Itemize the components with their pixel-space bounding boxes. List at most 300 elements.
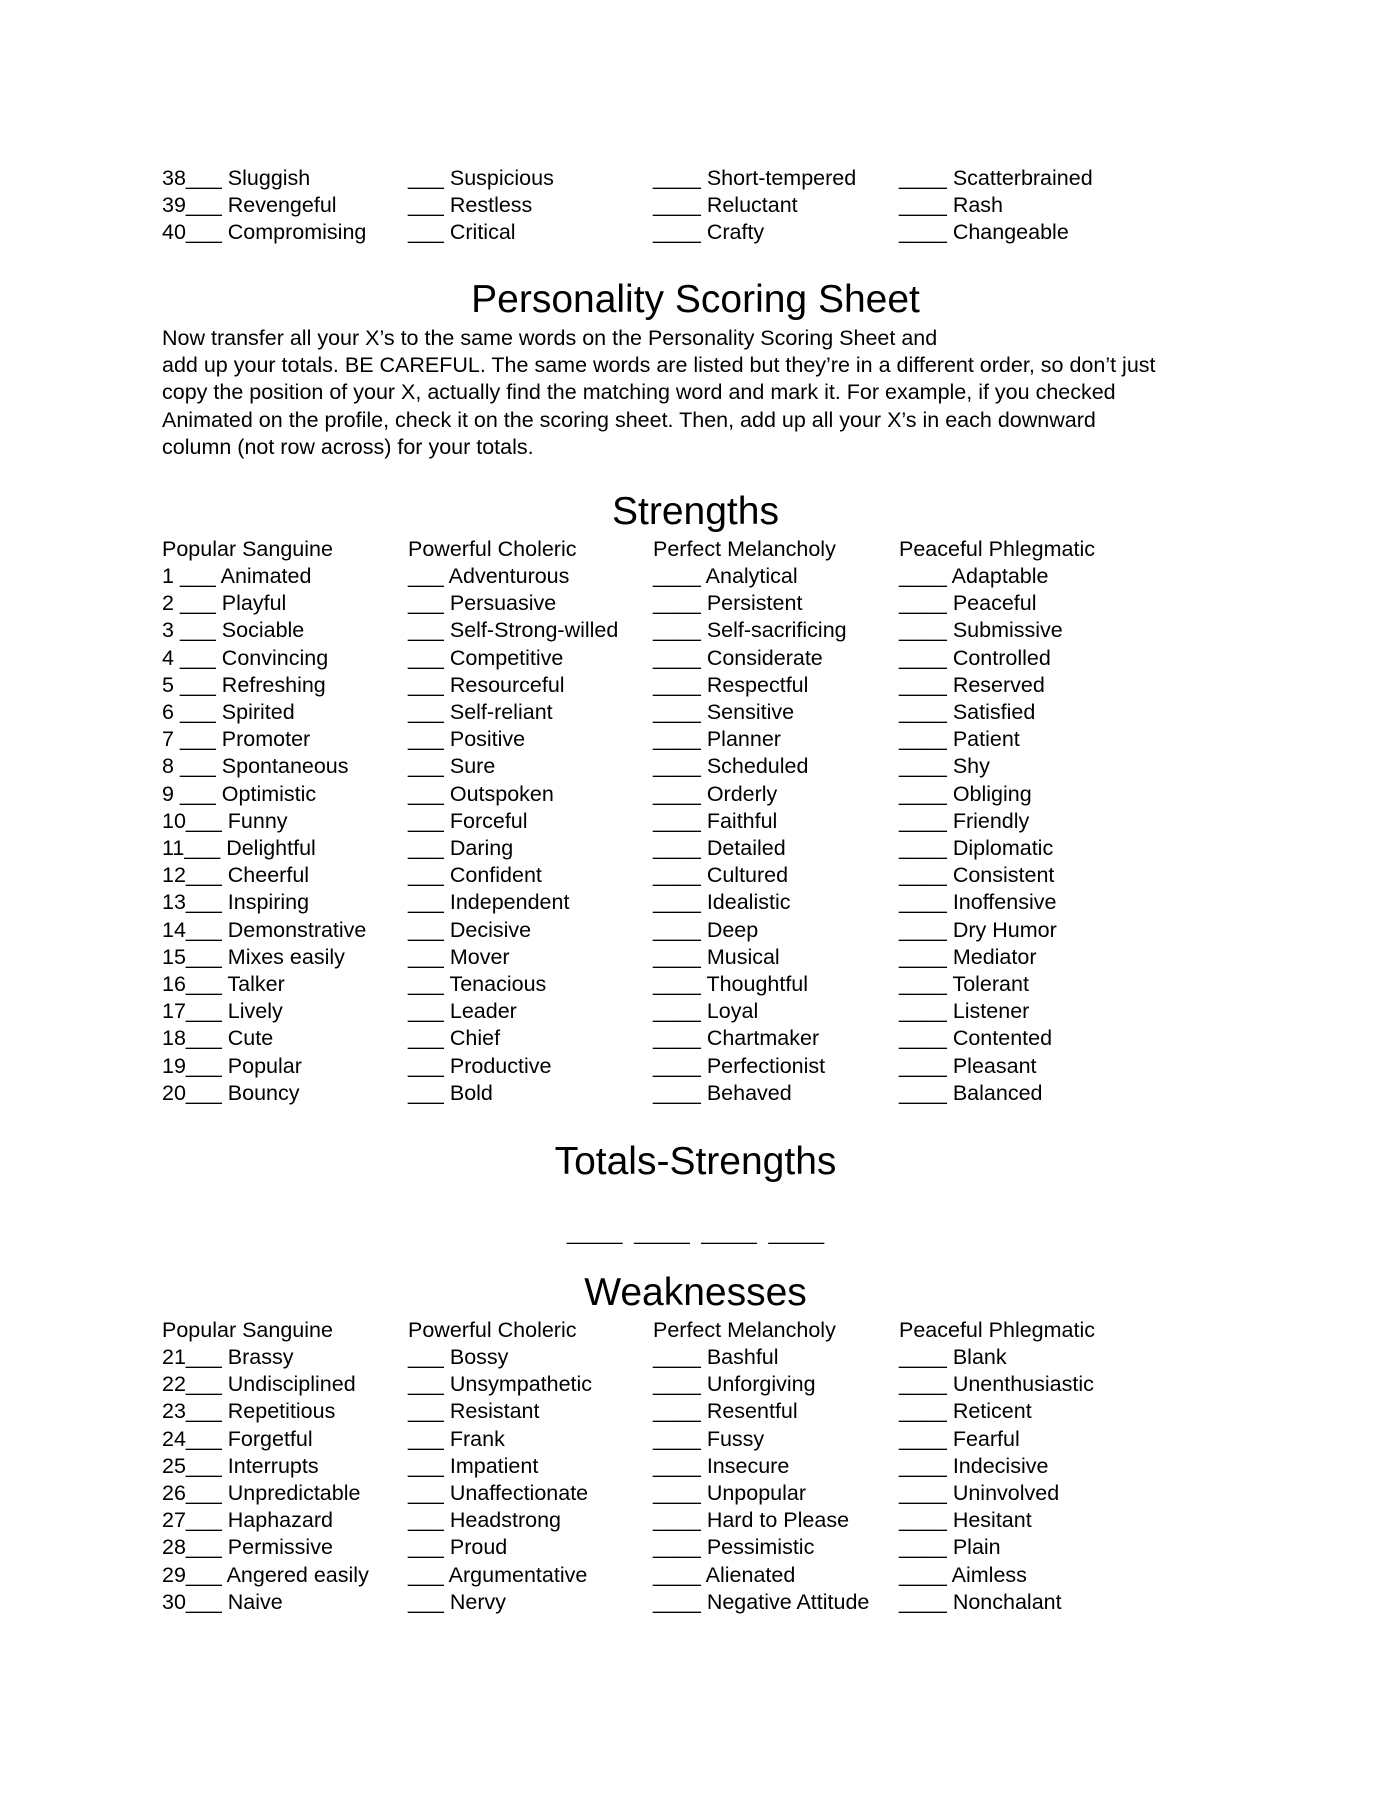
check-blank[interactable]: ____	[899, 1481, 947, 1505]
check-blank[interactable]: ___	[408, 1481, 444, 1505]
row-number: 23	[162, 1399, 186, 1424]
check-blank[interactable]: ___	[185, 1372, 222, 1397]
word-label: Idealistic	[706, 890, 791, 915]
row-cell-sanguine[interactable]	[162, 219, 366, 246]
check-blank[interactable]: ___	[408, 591, 444, 616]
row-cell-choleric[interactable]	[408, 219, 516, 246]
row-cell-phlegmatic[interactable]	[899, 590, 1037, 617]
row-cell-phlegmatic[interactable]	[899, 808, 1029, 835]
row-cell-phlegmatic[interactable]	[899, 1480, 1059, 1507]
check-blank[interactable]: ___	[185, 1453, 222, 1478]
row-cell-melancholy[interactable]	[653, 1398, 798, 1425]
column-header-phlegmatic: Peaceful Phlegmatic	[899, 537, 1095, 561]
check-blank[interactable]: ____	[899, 1026, 947, 1051]
row-cell-melancholy[interactable]	[653, 699, 794, 726]
check-blank[interactable]: ____	[653, 863, 701, 888]
check-blank[interactable]: ___	[408, 700, 444, 724]
row-cell-melancholy[interactable]	[653, 590, 802, 617]
check-blank[interactable]: ____	[653, 836, 701, 860]
row-cell-sanguine[interactable]	[162, 889, 309, 916]
row-cell-choleric[interactable]	[408, 672, 565, 699]
check-blank[interactable]: ___	[408, 836, 444, 860]
row-cell-phlegmatic[interactable]	[899, 1398, 1032, 1425]
check-blank[interactable]: ___	[179, 564, 216, 588]
row-cell-sanguine[interactable]	[162, 590, 286, 617]
row-cell-sanguine[interactable]	[162, 192, 337, 219]
check-blank[interactable]: ___	[408, 808, 444, 833]
check-blank[interactable]: ___	[185, 1053, 222, 1078]
check-blank[interactable]: ___	[179, 672, 216, 697]
row-cell-melancholy[interactable]	[653, 563, 798, 590]
row-cell-sanguine[interactable]	[162, 998, 283, 1025]
word-label: Cultured	[706, 863, 789, 888]
row-number: 18	[162, 1026, 186, 1051]
row-cell-melancholy[interactable]	[653, 1562, 795, 1589]
row-cell-sanguine[interactable]	[162, 1344, 294, 1371]
check-blank[interactable]: ___	[408, 944, 444, 969]
check-blank[interactable]: ___	[185, 890, 222, 915]
row-cell-choleric[interactable]	[408, 1426, 505, 1453]
row-cell-phlegmatic[interactable]	[899, 617, 1063, 644]
row-cell-melancholy[interactable]	[653, 1480, 806, 1507]
row-cell-sanguine[interactable]	[162, 1589, 283, 1616]
row-cell-melancholy[interactable]	[653, 889, 790, 916]
row-cell-choleric[interactable]	[408, 1025, 500, 1052]
row-cell-phlegmatic[interactable]	[899, 889, 1056, 916]
row-cell-choleric[interactable]	[408, 944, 510, 971]
row-cell-phlegmatic[interactable]	[899, 219, 1069, 246]
row-cell-choleric[interactable]	[408, 1589, 506, 1616]
check-blank[interactable]: ____	[653, 1535, 701, 1560]
check-blank[interactable]: ___	[408, 1399, 444, 1424]
row-cell-choleric[interactable]	[408, 889, 569, 916]
row-cell-choleric[interactable]	[408, 1480, 588, 1507]
check-blank[interactable]: ___	[408, 1535, 444, 1560]
check-blank[interactable]: ____	[899, 1589, 947, 1614]
row-cell-choleric[interactable]	[408, 808, 528, 835]
check-blank[interactable]: ____	[899, 1426, 947, 1451]
check-blank[interactable]: ___	[408, 1508, 444, 1533]
row-cell-melancholy[interactable]	[653, 219, 764, 246]
check-blank[interactable]: ____	[653, 1426, 701, 1451]
check-blank[interactable]: ____	[653, 808, 701, 833]
check-blank[interactable]: ___	[408, 1589, 444, 1614]
check-blank[interactable]: ___	[408, 564, 444, 588]
check-blank[interactable]: ____	[899, 166, 947, 190]
row-cell-choleric[interactable]	[408, 917, 531, 944]
row-cell-phlegmatic[interactable]	[899, 1453, 1048, 1480]
row-cell-phlegmatic[interactable]	[899, 1507, 1032, 1534]
row-cell-sanguine[interactable]	[162, 1080, 300, 1107]
row-cell-sanguine[interactable]	[162, 1398, 335, 1425]
check-blank[interactable]: ___	[408, 754, 444, 779]
check-blank[interactable]: ___	[408, 1026, 444, 1051]
row-cell-phlegmatic[interactable]	[899, 699, 1035, 726]
word-label: Forceful	[449, 808, 528, 833]
row-number: 6	[162, 700, 180, 724]
check-blank[interactable]: ____	[899, 1562, 947, 1587]
check-blank[interactable]: ___	[408, 972, 444, 996]
check-blank[interactable]: ____	[653, 700, 701, 724]
check-blank[interactable]: ____	[899, 917, 947, 942]
check-blank[interactable]: ___	[179, 645, 216, 670]
row-cell-phlegmatic[interactable]	[899, 1371, 1094, 1398]
check-blank[interactable]: ___	[408, 1053, 444, 1078]
check-blank[interactable]: ___	[185, 999, 222, 1024]
row-cell-melancholy[interactable]	[653, 1534, 814, 1561]
word-label: Refreshing	[221, 672, 326, 697]
check-blank[interactable]: ____	[653, 972, 701, 996]
check-blank[interactable]: ____	[899, 754, 947, 779]
row-cell-phlegmatic[interactable]	[899, 753, 990, 780]
check-blank[interactable]: ____	[899, 890, 947, 915]
row-cell-phlegmatic[interactable]	[899, 563, 1048, 590]
row-cell-melancholy[interactable]	[653, 1053, 825, 1080]
check-blank[interactable]: ___	[185, 1345, 222, 1369]
check-blank[interactable]: ___	[408, 727, 444, 752]
row-cell-phlegmatic[interactable]	[899, 1534, 1001, 1561]
check-blank[interactable]: ___	[408, 917, 444, 942]
check-blank[interactable]: ____	[899, 1345, 947, 1369]
check-blank[interactable]: ___	[179, 754, 216, 779]
check-blank[interactable]: ___	[185, 808, 222, 833]
check-blank[interactable]: ___	[408, 1453, 444, 1478]
row-cell-melancholy[interactable]	[653, 835, 786, 862]
row-number: 25	[162, 1453, 186, 1478]
total-blank-phlegmatic[interactable]: _____	[768, 1223, 825, 1245]
check-blank[interactable]: ____	[899, 836, 947, 860]
row-cell-phlegmatic[interactable]	[899, 1562, 1027, 1589]
row-cell-choleric[interactable]	[408, 1453, 538, 1480]
row-cell-phlegmatic[interactable]	[899, 862, 1054, 889]
check-blank[interactable]: ____	[899, 1535, 947, 1560]
total-blank-sanguine[interactable]: _____	[566, 1223, 623, 1245]
check-blank[interactable]: ____	[653, 1080, 701, 1105]
check-blank[interactable]: ___	[185, 220, 222, 245]
row-cell-sanguine[interactable]	[162, 835, 316, 862]
row-cell-sanguine[interactable]	[162, 563, 311, 590]
check-blank[interactable]: ___	[408, 890, 444, 915]
check-blank[interactable]: ____	[653, 591, 701, 616]
check-blank[interactable]: ___	[185, 1589, 222, 1614]
row-cell-sanguine[interactable]	[162, 699, 295, 726]
check-blank[interactable]: ____	[899, 999, 947, 1024]
word-label: Mediator	[952, 944, 1037, 969]
check-blank[interactable]: ___	[179, 781, 216, 806]
row-cell-sanguine[interactable]	[162, 1453, 319, 1480]
row-cell-melancholy[interactable]	[653, 753, 808, 780]
row-cell-sanguine[interactable]	[162, 645, 328, 672]
row-cell-sanguine[interactable]	[162, 917, 366, 944]
check-blank[interactable]: ___	[185, 863, 222, 888]
row-cell-phlegmatic[interactable]	[899, 917, 1057, 944]
row-cell-choleric[interactable]	[408, 1080, 493, 1107]
word-label: Spontaneous	[221, 754, 349, 779]
row-cell-melancholy[interactable]	[653, 617, 847, 644]
check-blank[interactable]: ____	[653, 1399, 701, 1424]
row-cell-choleric[interactable]	[408, 165, 554, 192]
check-blank[interactable]: ____	[653, 727, 701, 752]
row-cell-melancholy[interactable]	[653, 1589, 869, 1616]
check-blank[interactable]: ____	[653, 754, 701, 779]
check-blank[interactable]: ___	[185, 1080, 222, 1105]
row-cell-phlegmatic[interactable]	[899, 192, 1003, 219]
row-cell-sanguine[interactable]	[162, 944, 345, 971]
word-label: Aimless	[951, 1562, 1027, 1587]
word-label: Adaptable	[951, 564, 1049, 588]
row-cell-sanguine[interactable]	[162, 753, 349, 780]
check-blank[interactable]: ____	[899, 1453, 947, 1478]
row-cell-choleric[interactable]	[408, 645, 563, 672]
row-cell-melancholy[interactable]	[653, 726, 781, 753]
check-blank[interactable]: ____	[899, 564, 947, 588]
word-label: Sure	[449, 754, 496, 779]
check-blank[interactable]: ___	[408, 1562, 444, 1587]
check-blank[interactable]: ____	[653, 890, 701, 915]
row-cell-phlegmatic[interactable]	[899, 944, 1036, 971]
row-cell-sanguine[interactable]	[162, 672, 326, 699]
check-blank[interactable]: ___	[179, 591, 216, 616]
row-cell-phlegmatic[interactable]	[899, 1025, 1052, 1052]
row-cell-choleric[interactable]	[408, 971, 546, 998]
row-cell-choleric[interactable]	[408, 1371, 592, 1398]
check-blank[interactable]: ____	[899, 645, 947, 670]
row-cell-sanguine[interactable]	[162, 1534, 333, 1561]
check-blank[interactable]: ____	[653, 1589, 701, 1614]
check-blank[interactable]: ___	[408, 1372, 444, 1397]
row-cell-choleric[interactable]	[408, 1507, 561, 1534]
check-blank[interactable]: ___	[408, 781, 444, 806]
word-label: Unaffectionate	[449, 1481, 589, 1505]
check-blank[interactable]: ___	[408, 672, 444, 697]
word-label: Negative Attitude	[706, 1589, 870, 1614]
check-blank[interactable]: ___	[185, 1535, 222, 1560]
check-blank[interactable]: ___	[408, 1426, 444, 1451]
check-blank[interactable]: ____	[899, 1508, 947, 1533]
row-cell-melancholy[interactable]	[653, 808, 777, 835]
row-cell-phlegmatic[interactable]	[899, 998, 1029, 1025]
row-cell-melancholy[interactable]	[653, 1344, 779, 1371]
row-cell-phlegmatic[interactable]	[899, 645, 1051, 672]
check-blank[interactable]: ____	[653, 1026, 701, 1051]
row-cell-phlegmatic[interactable]	[899, 971, 1029, 998]
check-blank[interactable]: ___	[185, 917, 222, 942]
check-blank[interactable]: ____	[653, 645, 701, 670]
check-blank[interactable]: ____	[653, 193, 701, 218]
check-blank[interactable]: ___	[179, 618, 216, 643]
check-blank[interactable]: ____	[899, 972, 947, 996]
check-blank[interactable]: ____	[653, 618, 701, 643]
row-cell-phlegmatic[interactable]	[899, 165, 1093, 192]
check-blank[interactable]: ___	[408, 193, 444, 218]
row-cell-phlegmatic[interactable]	[899, 1053, 1037, 1080]
row-cell-sanguine[interactable]	[162, 781, 316, 808]
row-cell-melancholy[interactable]	[653, 672, 808, 699]
row-cell-melancholy[interactable]	[653, 645, 823, 672]
row-cell-phlegmatic[interactable]	[899, 1589, 1062, 1616]
check-blank[interactable]: ___	[408, 645, 444, 670]
row-cell-melancholy[interactable]	[653, 998, 758, 1025]
column-header-choleric: Powerful Choleric	[408, 1318, 577, 1342]
check-blank[interactable]: ____	[899, 700, 947, 724]
check-blank[interactable]: ____	[899, 808, 947, 833]
check-blank[interactable]: ____	[653, 1508, 701, 1533]
check-blank[interactable]: ____	[653, 944, 701, 969]
check-blank[interactable]: ____	[653, 1562, 701, 1587]
check-blank[interactable]: ____	[653, 166, 701, 190]
check-blank[interactable]: ___	[185, 972, 222, 996]
word-label: Inoffensive	[952, 890, 1057, 915]
check-blank[interactable]: ____	[653, 1345, 701, 1369]
check-blank[interactable]: ___	[185, 1562, 222, 1587]
row-cell-sanguine[interactable]	[162, 617, 304, 644]
row-cell-sanguine[interactable]	[162, 726, 310, 753]
word-label: Leader	[449, 999, 517, 1024]
check-blank[interactable]: ___	[185, 193, 222, 218]
row-cell-sanguine[interactable]	[162, 1480, 360, 1507]
row-cell-phlegmatic[interactable]	[899, 1426, 1020, 1453]
check-blank[interactable]: ___	[185, 1399, 222, 1424]
row-cell-phlegmatic[interactable]	[899, 1080, 1042, 1107]
row-cell-sanguine[interactable]	[162, 1507, 333, 1534]
row-cell-choleric[interactable]	[408, 726, 525, 753]
word-label: Tolerant	[952, 972, 1029, 996]
word-label: Deep	[706, 917, 759, 942]
check-blank[interactable]: ____	[653, 1481, 701, 1505]
row-cell-melancholy[interactable]	[653, 781, 777, 808]
row-cell-choleric[interactable]	[408, 998, 517, 1025]
check-blank[interactable]: ___	[184, 836, 221, 860]
check-blank[interactable]: ___	[408, 166, 444, 190]
row-cell-melancholy[interactable]	[653, 944, 780, 971]
check-blank[interactable]: ___	[408, 618, 444, 643]
check-blank[interactable]: ___	[185, 1508, 222, 1533]
check-blank[interactable]: ____	[899, 672, 947, 697]
check-blank[interactable]: ____	[899, 618, 947, 643]
row-cell-choleric[interactable]	[408, 753, 495, 780]
row-number: 2	[162, 591, 180, 616]
check-blank[interactable]: ___	[408, 863, 444, 888]
check-blank[interactable]: ___	[185, 1481, 222, 1505]
word-label: Shy	[952, 754, 990, 779]
check-blank[interactable]: ____	[653, 917, 701, 942]
row-cell-choleric[interactable]	[408, 617, 618, 644]
row-cell-sanguine[interactable]	[162, 862, 309, 889]
word-label: Popular	[227, 1053, 302, 1078]
check-blank[interactable]: ____	[899, 727, 947, 752]
row-cell-choleric[interactable]	[408, 1534, 507, 1561]
row-cell-choleric[interactable]	[408, 835, 513, 862]
check-blank[interactable]: ____	[899, 781, 947, 806]
check-blank[interactable]: ____	[899, 220, 947, 245]
row-cell-phlegmatic[interactable]	[899, 726, 1020, 753]
check-blank[interactable]: ___	[185, 1426, 222, 1451]
check-blank[interactable]: ____	[653, 781, 701, 806]
check-blank[interactable]: ___	[179, 700, 216, 724]
check-blank[interactable]: ____	[899, 1399, 947, 1424]
check-blank[interactable]: ____	[653, 1053, 701, 1078]
row-cell-melancholy[interactable]	[653, 1453, 789, 1480]
check-blank[interactable]: ____	[653, 564, 701, 588]
check-blank[interactable]: ___	[408, 1080, 444, 1105]
row-cell-choleric[interactable]	[408, 563, 569, 590]
row-cell-sanguine[interactable]	[162, 1025, 273, 1052]
row-cell-choleric[interactable]	[408, 781, 554, 808]
row-cell-melancholy[interactable]	[653, 1025, 819, 1052]
row-cell-phlegmatic[interactable]	[899, 1344, 1007, 1371]
word-label: Permissive	[227, 1535, 333, 1560]
row-cell-phlegmatic[interactable]	[899, 835, 1053, 862]
row-cell-sanguine[interactable]	[162, 971, 285, 998]
row-cell-sanguine[interactable]	[162, 1562, 369, 1589]
check-blank[interactable]: ____	[653, 220, 701, 245]
row-cell-melancholy[interactable]	[653, 1080, 792, 1107]
totals-strengths-blanks	[0, 1222, 1391, 1246]
check-blank[interactable]: ____	[653, 999, 701, 1024]
word-label: Orderly	[706, 781, 778, 806]
total-blank-choleric[interactable]: _____	[634, 1223, 690, 1245]
row-cell-choleric[interactable]	[408, 192, 532, 219]
row-cell-melancholy[interactable]	[653, 862, 788, 889]
check-blank[interactable]: ____	[899, 863, 947, 888]
row-cell-choleric[interactable]	[408, 1053, 551, 1080]
row-cell-melancholy[interactable]	[653, 971, 808, 998]
check-blank[interactable]: ___	[408, 1345, 444, 1369]
row-cell-sanguine[interactable]	[162, 165, 310, 192]
check-blank[interactable]: ____	[899, 193, 947, 218]
row-cell-melancholy[interactable]	[653, 192, 798, 219]
check-blank[interactable]: ____	[653, 1453, 701, 1478]
row-cell-melancholy[interactable]	[653, 1507, 849, 1534]
row-cell-choleric[interactable]	[408, 590, 556, 617]
check-blank[interactable]: ___	[408, 220, 444, 245]
row-cell-phlegmatic[interactable]	[899, 672, 1045, 699]
row-cell-choleric[interactable]	[408, 1562, 587, 1589]
row-cell-melancholy[interactable]	[653, 1371, 816, 1398]
check-blank[interactable]: ____	[899, 591, 947, 616]
check-blank[interactable]: ___	[185, 1026, 222, 1051]
row-cell-choleric[interactable]	[408, 1398, 539, 1425]
check-blank[interactable]: ____	[653, 672, 701, 697]
check-blank[interactable]: ____	[899, 1053, 947, 1078]
row-cell-sanguine[interactable]	[162, 1371, 356, 1398]
row-cell-choleric[interactable]	[408, 1344, 508, 1371]
check-blank[interactable]: ___	[179, 727, 216, 752]
word-label: Contented	[952, 1026, 1053, 1051]
row-cell-sanguine[interactable]	[162, 808, 288, 835]
check-blank[interactable]: ____	[899, 1372, 947, 1397]
row-number: 4	[162, 645, 180, 670]
check-blank[interactable]: ____	[899, 1080, 947, 1105]
check-blank[interactable]: ____	[653, 1372, 701, 1397]
row-cell-sanguine[interactable]	[162, 1426, 313, 1453]
weaknesses-heading: Weaknesses	[584, 1271, 807, 1314]
check-blank[interactable]: ___	[185, 944, 222, 969]
row-cell-choleric[interactable]	[408, 699, 553, 726]
total-blank-melancholy[interactable]: _____	[701, 1223, 757, 1245]
row-cell-melancholy[interactable]	[653, 917, 758, 944]
row-cell-choleric[interactable]	[408, 862, 542, 889]
word-label: Sociable	[221, 618, 305, 643]
check-blank[interactable]: ___	[185, 166, 222, 190]
check-blank[interactable]: ____	[899, 944, 947, 969]
row-number: 8	[162, 754, 180, 779]
row-cell-melancholy[interactable]	[653, 1426, 764, 1453]
row-cell-sanguine[interactable]	[162, 1053, 302, 1080]
row-cell-melancholy[interactable]	[653, 165, 856, 192]
check-blank[interactable]: ___	[408, 999, 444, 1024]
row-cell-phlegmatic[interactable]	[899, 781, 1032, 808]
